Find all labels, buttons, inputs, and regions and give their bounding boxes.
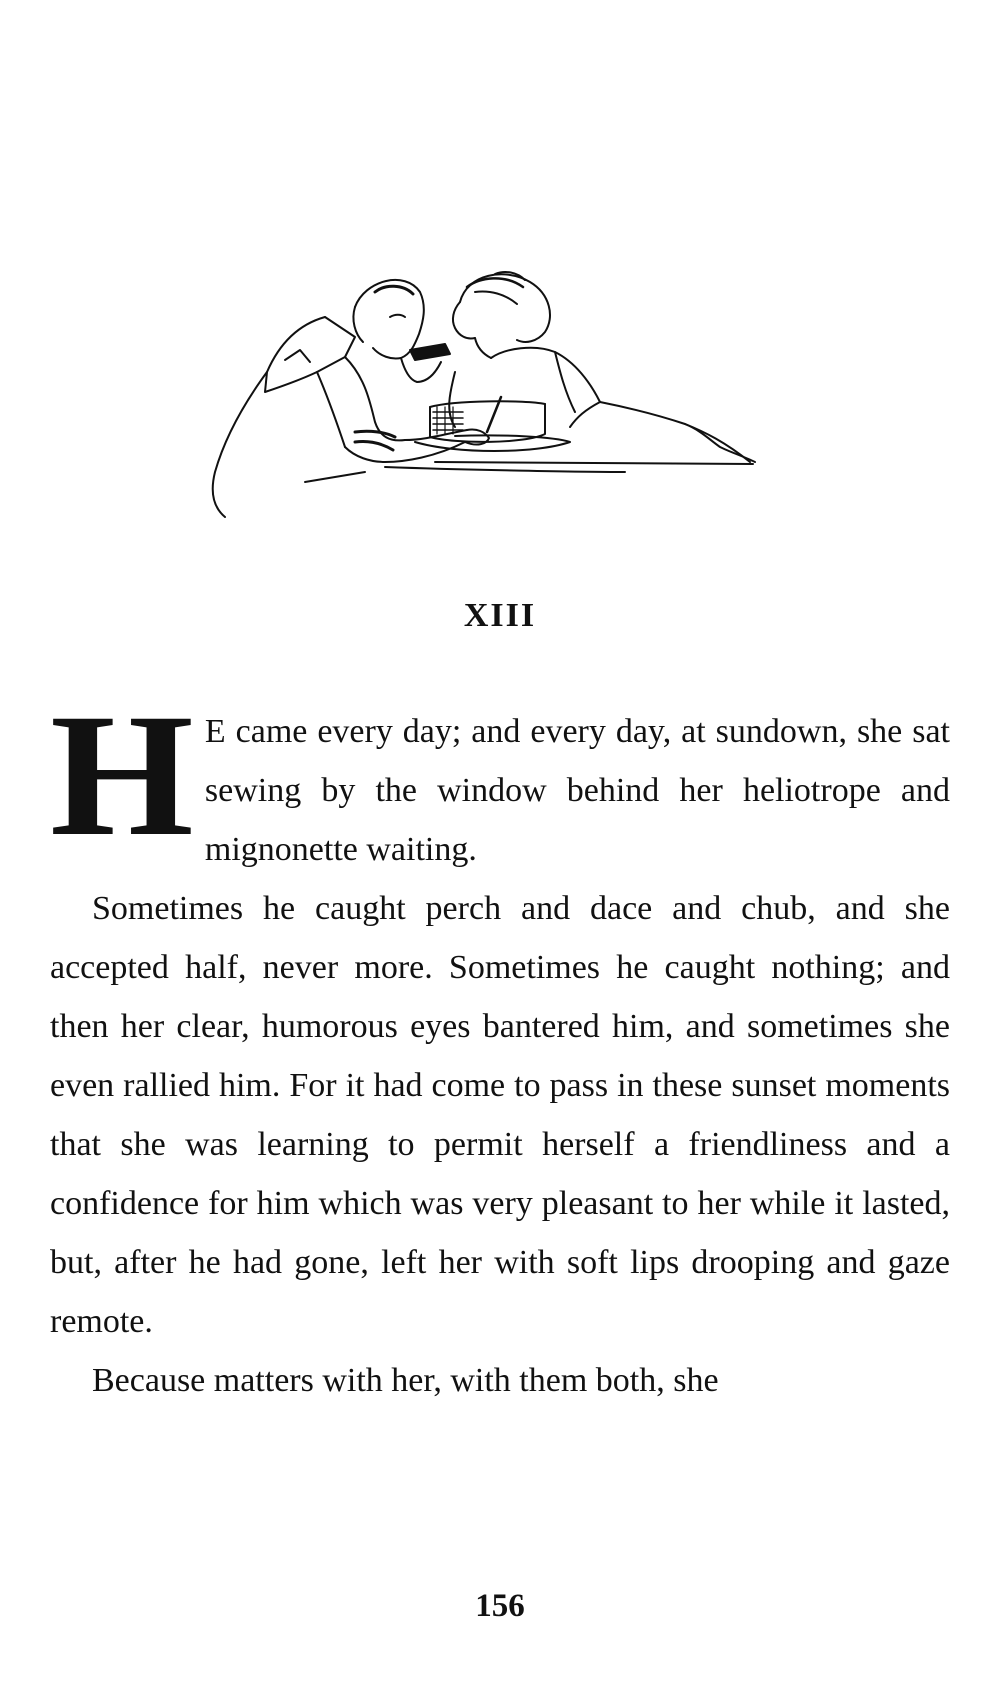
body-text — [50, 678, 950, 1410]
paragraph-3: Because matters with her, with them both, she — [92, 1362, 719, 1399]
paragraph-1-text: E came every day; and every day, at sundown, she sat sewing by the window behind her heliotrope and mignonette waiting. — [204, 713, 950, 868]
drop-cap: H — [50, 678, 194, 873]
paragraph-2: Sometimes he caught perch and dace and chub, and she accepted half, never more. Sometimes he caught nothing; and then her clear, humorous eyes bantered him, and sometimes she even rallied him. For it had come to pass in these sunset moments that she was learning to permit herself a friendliness and a confidence for him which was very pleasant to her while it lasted, but, after he had gone, left her with soft lips drooping and gaze remote. — [50, 890, 950, 1340]
couple-sharing-cake-illustration — [205, 262, 765, 537]
chapter-number: XIII — [463, 597, 537, 634]
page-number: 156 — [475, 1588, 525, 1624]
paragraph-1 — [50, 678, 950, 879]
